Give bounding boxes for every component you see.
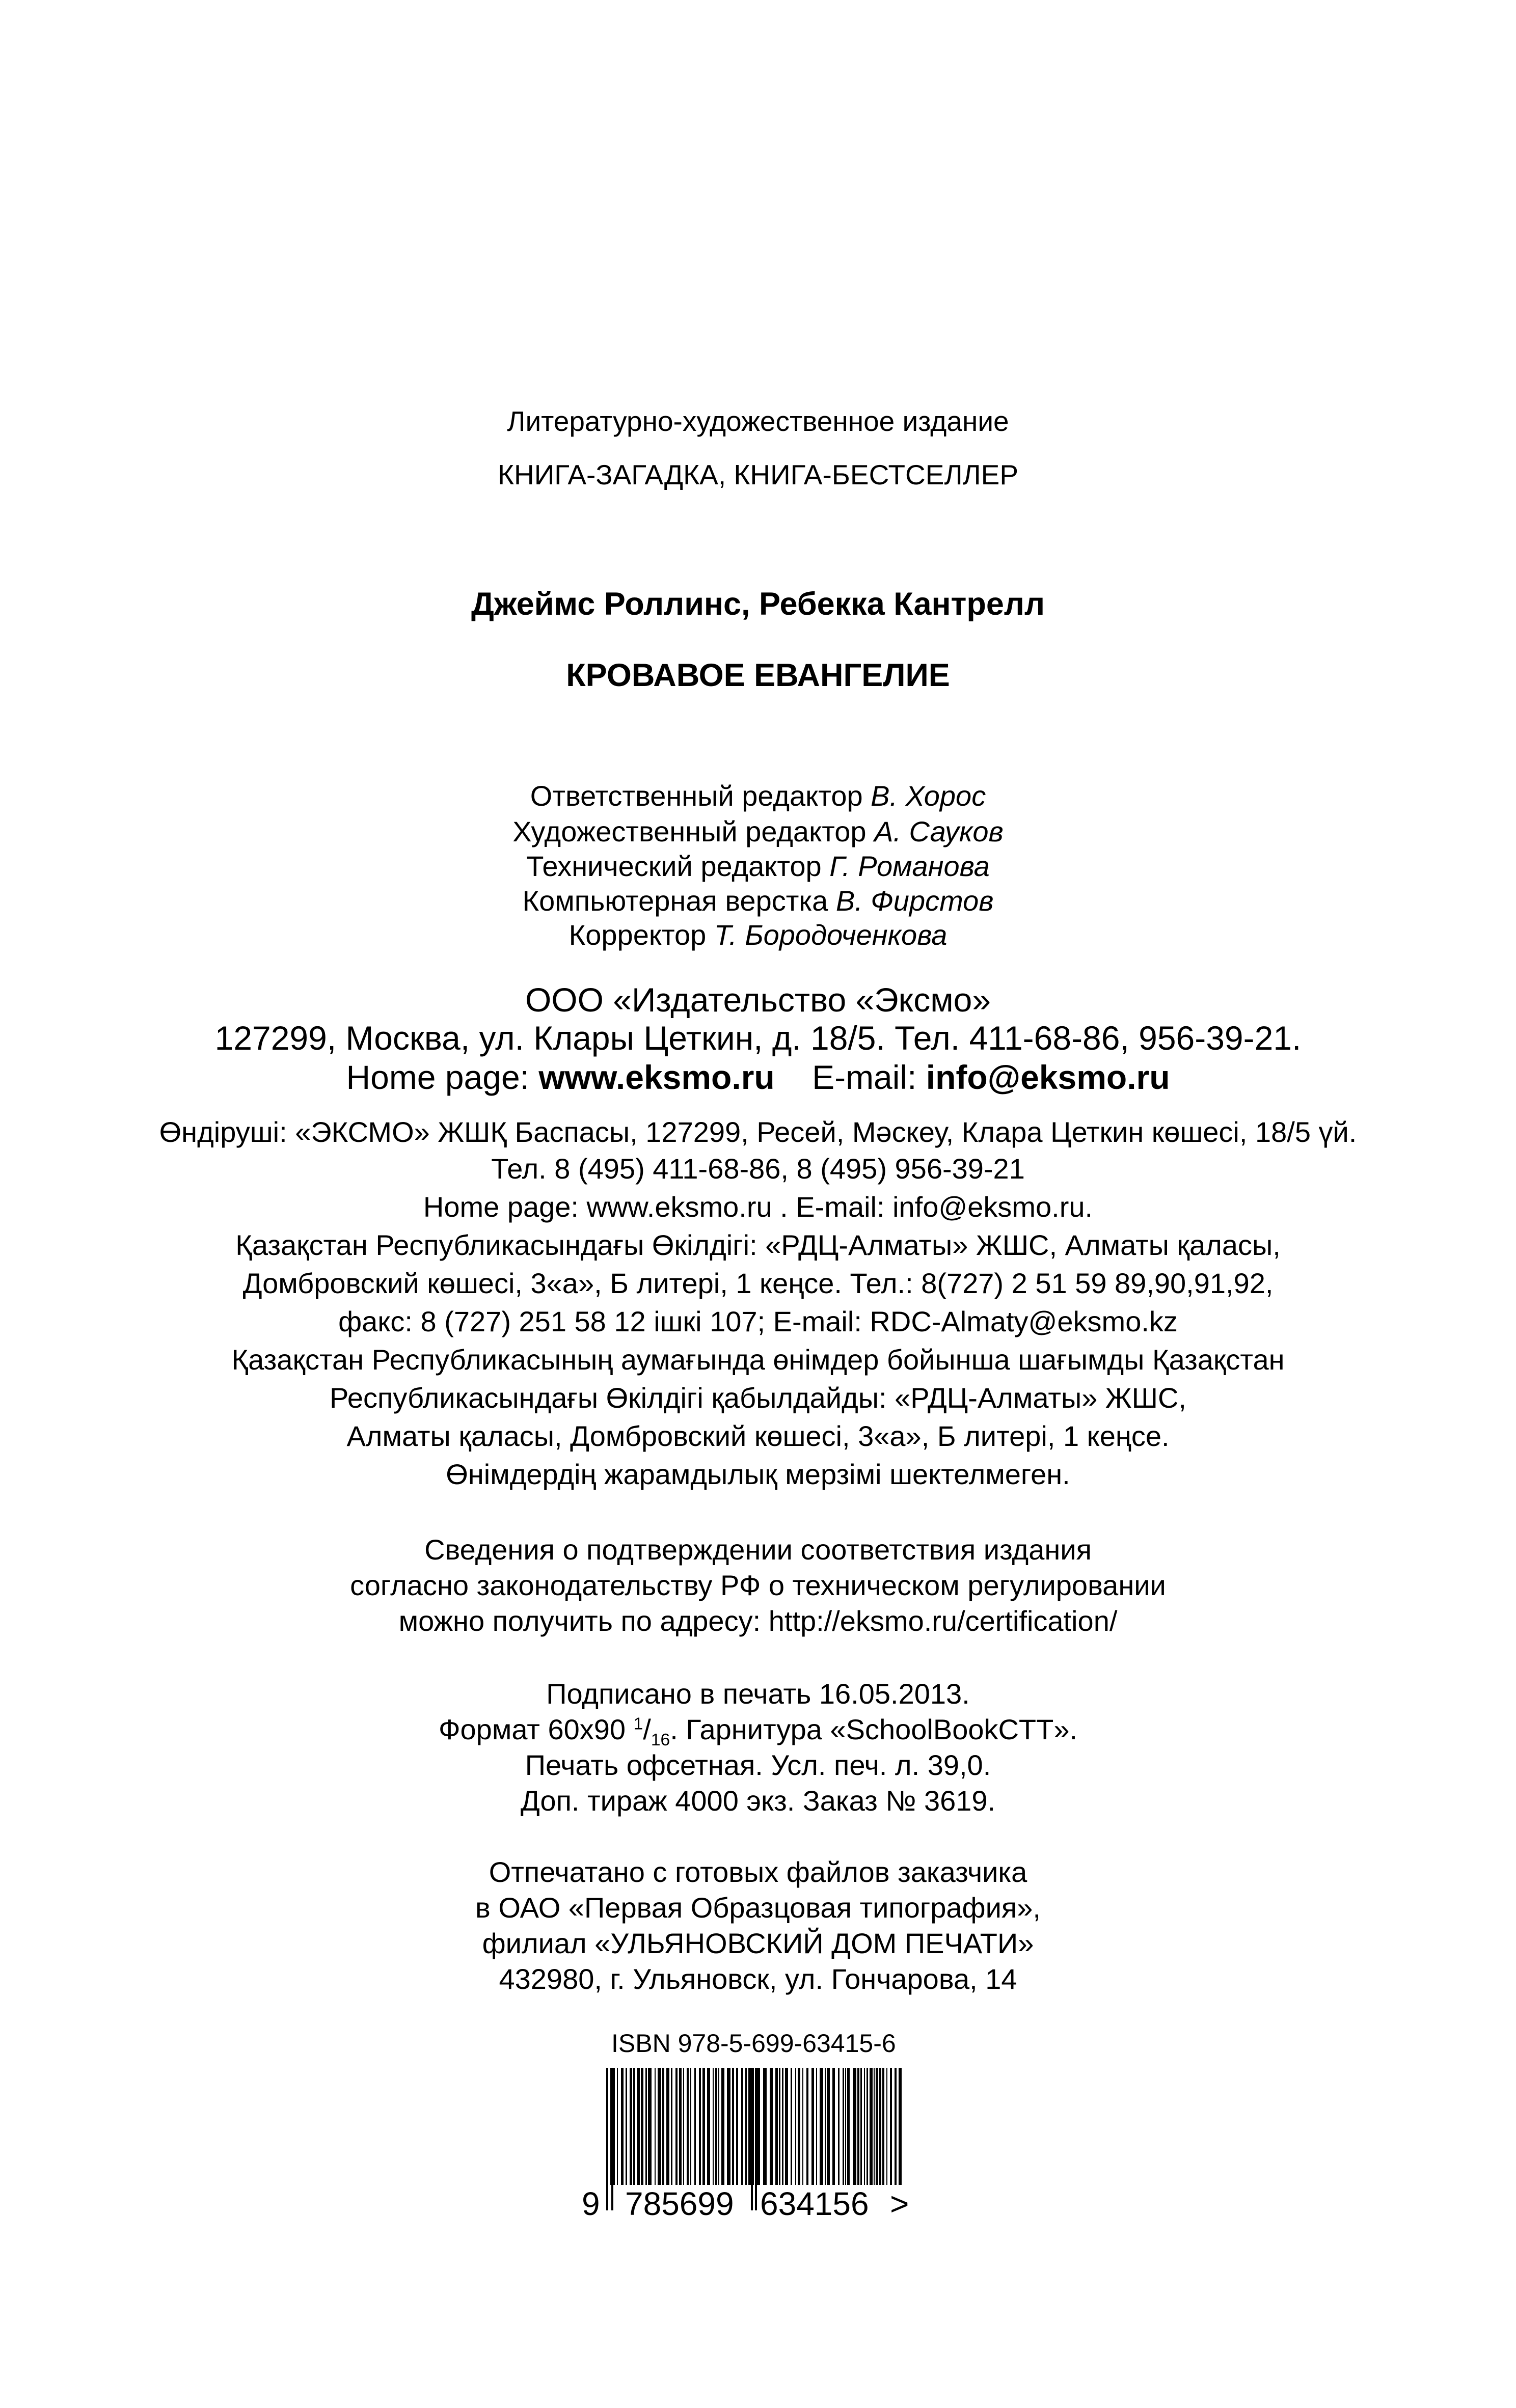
barcode-bar — [827, 2068, 830, 2185]
barcode-bar — [890, 2068, 892, 2185]
barcode-bar — [870, 2068, 873, 2185]
barcode-bar — [741, 2068, 743, 2185]
imprint-signed: Подписано в печать 16.05.2013. — [546, 1678, 970, 1710]
barcode-bar — [699, 2068, 701, 2185]
email-link[interactable]: info@eksmo.ru — [926, 1058, 1170, 1096]
barcode-bar — [876, 2068, 878, 2185]
imprint-format: Формат 60х90 $^1/_{16}$. Гарнитура «SchoolBookCTT». — [438, 1713, 1078, 1750]
barcode-guard-bar — [755, 2068, 757, 2210]
barcode-bar — [702, 2068, 705, 2185]
barcode-bar — [718, 2068, 719, 2185]
barcode-bar — [782, 2068, 783, 2185]
barcode-bar — [779, 2068, 780, 2185]
barcode-bar — [715, 2068, 717, 2185]
barcode-bar — [655, 2068, 656, 2185]
kazakh-line: Алматы қаласы, Домбровский көшесі, 3«а», Б литері, 1 кеңсе. — [346, 1420, 1170, 1452]
barcode-bar — [845, 2068, 846, 2185]
barcode-bar — [662, 2068, 664, 2185]
barcode-bar — [806, 2068, 808, 2185]
barcode-bar — [637, 2068, 640, 2185]
kazakh-line: Тел. 8 (495) 411-68-86, 8 (495) 956-39-21 — [491, 1153, 1025, 1185]
barcode-bar — [886, 2068, 887, 2185]
edition-type: Литературно-художественное издание — [507, 405, 1009, 437]
kazakh-line: Қазақстан Республикасының аумағында өнімдер бойынша шағымды Қазақстан — [231, 1344, 1285, 1376]
printer-line: филиал «УЛЬЯНОВСКИЙ ДОМ ПЕЧАТИ» — [482, 1927, 1034, 1959]
certification-line: можно получить по адресу: http://eksmo.ru/certification/ — [398, 1605, 1118, 1637]
book-title: КРОВАВОЕ ЕВАНГЕЛИЕ — [566, 658, 950, 693]
email-label: E-mail: — [812, 1058, 917, 1096]
barcode-bar — [864, 2068, 865, 2185]
barcode-bar — [820, 2068, 823, 2185]
kazakh-line: факс: 8 (727) 251 58 12 ішкі 107; E-mail: RDC-Almaty@eksmo.kz — [338, 1305, 1178, 1337]
kazakh-line: Домбровский көшесі, 3«а», Б литері, 1 кеңсе. Тел.: 8(727) 2 51 59 89,90,91,92, — [242, 1267, 1274, 1299]
kazakh-line: Қазақстан Республикасындағы Өкілдігі: «РДЦ-Алматы» ЖШС, Алматы қаласы, — [235, 1229, 1281, 1261]
barcode-bar — [671, 2068, 672, 2185]
barcode-bar — [645, 2068, 647, 2185]
credit-line: Художественный редактор А. Сауков — [512, 815, 1004, 847]
barcode-bar — [882, 2068, 884, 2185]
barcode-bar — [621, 2068, 624, 2185]
printer-line: 432980, г. Ульяновск, ул. Гончарова, 14 — [499, 1963, 1017, 1995]
barcode-bar — [675, 2068, 678, 2185]
barcode-bar — [816, 2068, 817, 2185]
barcode-bar — [690, 2068, 691, 2185]
barcode-digits-right: 634156 — [760, 2185, 869, 2222]
credit-line: Корректор Т. Бородоченкова — [568, 919, 948, 951]
credit-line: Технический редактор Г. Романова — [526, 850, 990, 882]
barcode-bar — [633, 2068, 635, 2185]
home-page-link[interactable]: www.eksmo.ru — [538, 1058, 775, 1096]
barcode-bar — [617, 2068, 618, 2185]
barcode-bar — [770, 2068, 773, 2185]
barcode-bar — [785, 2068, 788, 2185]
printer-line: в ОАО «Первая Образцовая типография», — [475, 1892, 1041, 1924]
barcode-bar — [838, 2068, 840, 2185]
barcode-bar — [811, 2068, 814, 2185]
barcode-bar — [775, 2068, 778, 2185]
barcode-quiet-mark: > — [890, 2185, 909, 2222]
barcode-bar — [763, 2068, 767, 2185]
certification-line: Сведения о подтверждении соответствия издания — [424, 1534, 1092, 1566]
kazakh-line: Өндіруші: «ЭКСМО» ЖШҚ Баспасы, 127299, Ресей, Мәскеу, Клара Цеткин көшесі, 18/5 үй. — [159, 1116, 1357, 1148]
isbn-label: ISBN 978-5-699-63415-6 — [611, 2029, 896, 2058]
barcode-bar — [798, 2068, 800, 2185]
barcode-bar — [853, 2068, 856, 2185]
barcode-bar — [679, 2068, 682, 2185]
publisher-contacts — [0, 1058, 1516, 1097]
barcode-bar — [874, 2068, 875, 2185]
barcode-bar — [795, 2068, 796, 2185]
barcode-bar — [791, 2068, 792, 2185]
printer-line: Отпечатано с готовых файлов заказчика — [489, 1856, 1027, 1888]
barcode-bar — [713, 2068, 714, 2185]
barcode-bar — [707, 2068, 710, 2185]
kazakh-line: Өнімдердің жарамдылық мерзімі шектелмеген. — [446, 1458, 1070, 1490]
barcode-bar — [694, 2068, 696, 2185]
kazakh-line: Home page: www.eksmo.ru . E-mail: info@eksmo.ru. — [423, 1191, 1093, 1223]
barcode-guard-bar — [611, 2068, 613, 2210]
barcode-guard-bar — [751, 2068, 753, 2210]
kazakh-line: Республикасындағы Өкілдігі қабылдайды: «РДЦ-Алматы» ЖШС, — [330, 1382, 1186, 1414]
barcode-bar — [832, 2068, 835, 2185]
barcode-bar — [879, 2068, 881, 2185]
barcode-bar — [666, 2068, 669, 2185]
imprint-run: Доп. тираж 4000 экз. Заказ № 3619. — [520, 1785, 996, 1817]
barcode-bar — [641, 2068, 643, 2185]
barcode-bar — [860, 2068, 862, 2185]
barcode-bar — [721, 2068, 724, 2185]
credit-line: Ответственный редактор В. Хорос — [530, 780, 986, 812]
publisher-name: ООО «Издательство «Эксмо» — [525, 981, 991, 1019]
barcode-bar — [843, 2068, 844, 2185]
series-name: КНИГА-ЗАГАДКА, КНИГА-БЕСТСЕЛЛЕР — [497, 459, 1019, 490]
barcode-bar — [683, 2068, 684, 2185]
barcode-bar — [732, 2068, 734, 2185]
barcode-bar — [736, 2068, 738, 2185]
barcode-digit-first: 9 — [582, 2185, 600, 2222]
barcode-bar — [847, 2068, 850, 2185]
barcode-bar — [825, 2068, 826, 2185]
barcode-bar — [867, 2068, 868, 2185]
barcode-bar — [727, 2068, 730, 2185]
barcode-bar — [648, 2068, 652, 2185]
barcode-bar — [630, 2068, 632, 2185]
publisher-address: 127299, Москва, ул. Клары Цеткин, д. 18/5. Тел. 411-68-86, 956-39-21. — [214, 1019, 1302, 1057]
barcode-guard-bar — [606, 2068, 608, 2210]
certification-line: согласно законодательству РФ о техническом регулировании — [350, 1569, 1166, 1601]
imprint-printing: Печать офсетная. Усл. печ. л. 39,0. — [525, 1749, 991, 1781]
barcode-digits-left: 785699 — [625, 2185, 734, 2222]
barcode-bar — [802, 2068, 803, 2185]
authors: Джеймс Роллинс, Ребекка Кантрелл — [471, 586, 1045, 622]
barcode-bar — [745, 2068, 747, 2185]
barcode-bar — [626, 2068, 627, 2185]
barcode-bar — [756, 2068, 760, 2185]
barcode-bar — [857, 2068, 859, 2185]
barcode-bar — [610, 2068, 611, 2185]
barcode-bar — [658, 2068, 661, 2185]
barcode-bar — [687, 2068, 689, 2185]
home-page-label: Home page: — [346, 1058, 530, 1096]
credit-line: Компьютерная верстка В. Фирстов — [522, 885, 994, 917]
